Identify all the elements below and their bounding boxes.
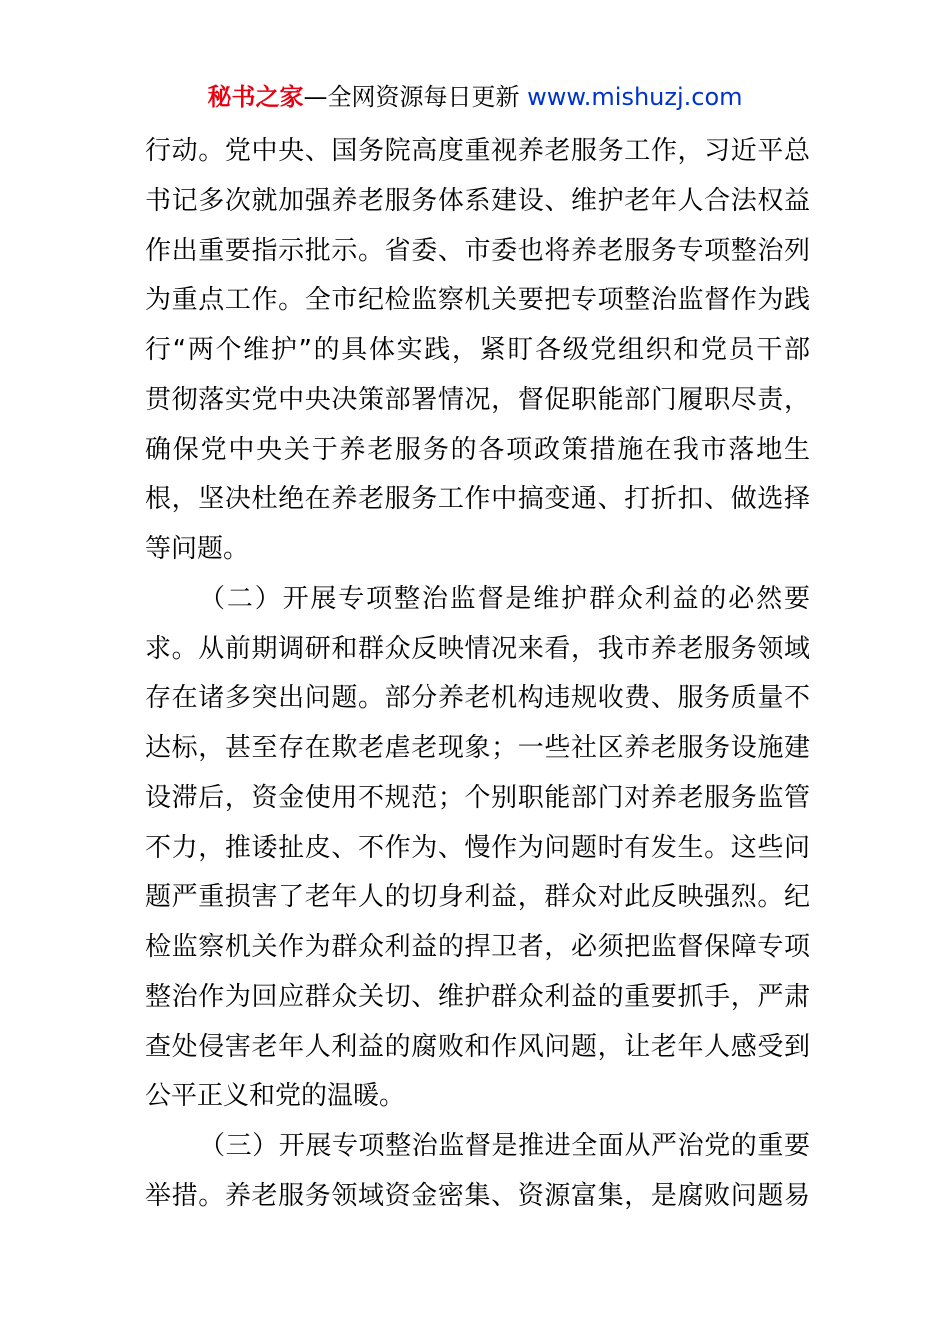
text-line: 举措。养老服务领域资金密集、资源富集，是腐败问题易 [145, 1180, 810, 1211]
text-line: 确保党中央关于养老服务的各项政策措施在我市落地生 [145, 434, 810, 465]
text-line: 行动。党中央、国务院高度重视养老服务工作，习近平总 [145, 136, 810, 166]
text-line: 公平正义和党的温暖。 [145, 1081, 406, 1112]
text-line: 整治作为回应群众关切、维护群众利益的重要抓手，严肃 [145, 981, 810, 1012]
text-line: 不力，推诿扯皮、不作为、慢作为问题时有发生。这些问 [145, 832, 810, 863]
text-line: 作出重要指示批示。省委、市委也将养老服务专项整治列 [145, 235, 810, 266]
text-line: 达标，甚至存在欺老虐老现象；一些社区养老服务设施建 [145, 733, 810, 763]
text-line: 等问题。 [145, 534, 250, 564]
text-line: 根，坚决杜绝在养老服务工作中搞变通、打折扣、做选择 [145, 484, 810, 515]
text-line: 题严重损害了老年人的切身利益，群众对此反映强烈。纪 [145, 882, 810, 913]
text-line: 存在诸多突出问题。部分养老机构违规收费、服务质量不 [145, 683, 810, 714]
text-line: 行“两个维护”的具体实践，紧盯各级党组织和党员干部 [145, 335, 810, 365]
text-line: 设滞后，资金使用不规范；个别职能部门对养老服务监管 [145, 782, 810, 813]
header-tagline: —全网资源每日更新 [303, 83, 528, 111]
section-heading-3: （三）开展专项整治监督是推进全面从严治党的重要 [199, 1131, 810, 1161]
document-body [145, 127, 810, 1222]
page-header [0, 82, 950, 112]
text-line: 为重点工作。全市纪检监察机关要把专项整治监督作为践 [145, 285, 810, 316]
text-line: 检监察机关作为群众利益的捍卫者，必须把监督保障专项 [145, 932, 810, 962]
section-heading-2: （二）开展专项整治监督是维护群众利益的必然要 [199, 583, 810, 614]
text-line: 查处侵害老年人利益的腐败和作风问题，让老年人感受到 [145, 1031, 810, 1062]
text-line: 求。从前期调研和群众反映情况来看，我市养老服务领域 [145, 633, 810, 664]
header-brand: 秘书之家 [207, 83, 304, 111]
text-line: 书记多次就加强养老服务体系建设、维护老年人合法权益 [145, 185, 810, 216]
header-url-link[interactable]: www.mishuzj.com [527, 83, 743, 111]
text-line: 贯彻落实党中央决策部署情况，督促职能部门履职尽责， [145, 384, 810, 415]
